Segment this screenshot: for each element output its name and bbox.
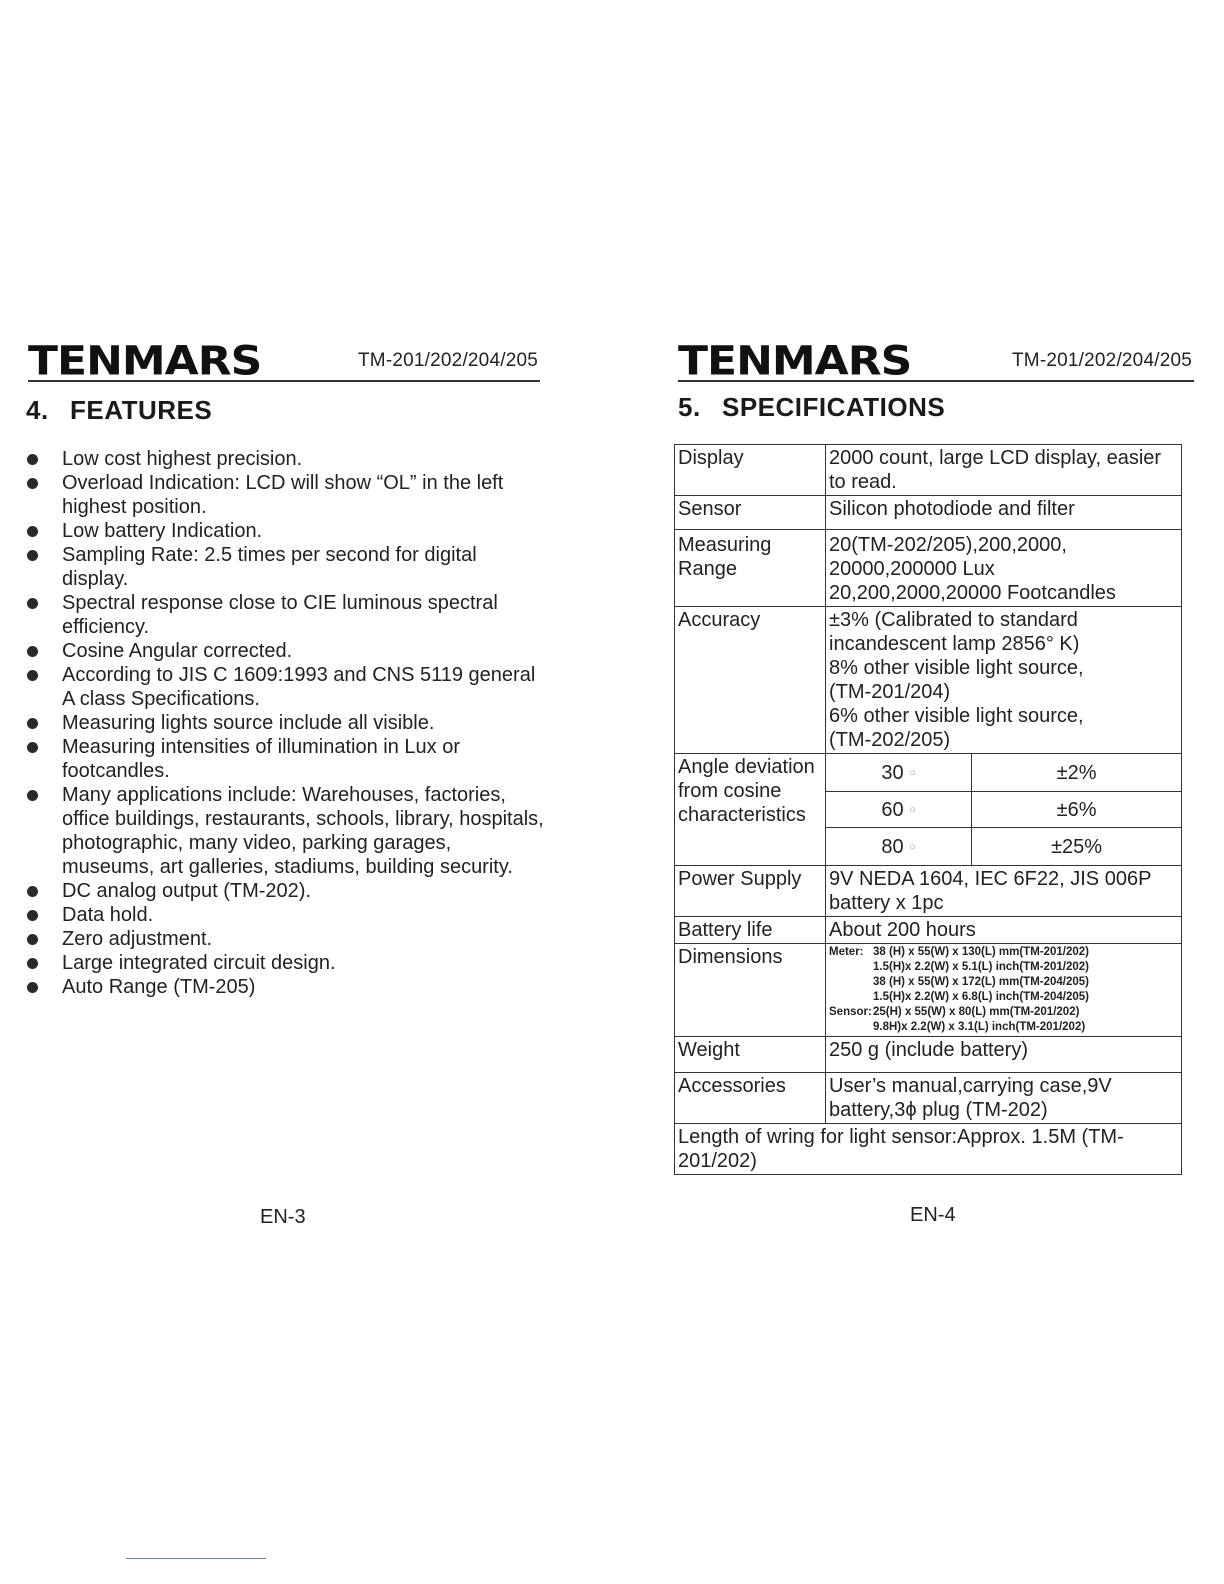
bullet-icon	[27, 886, 38, 897]
angle-value: 30	[881, 761, 904, 784]
feature-text: Many applications include: Warehouses, factories, office buildings, restaurants, schools, library, hospitals, photographic, many video, parking garages, museums, art galleries, stadiums, building security.	[62, 784, 544, 878]
feature-item	[26, 903, 546, 927]
feature-text: Auto Range (TM-205)	[62, 976, 256, 998]
feature-item	[26, 471, 546, 519]
feature-text: Zero adjustment.	[62, 928, 213, 950]
dim-line: 1.5(H)x 2.2(W) x 6.8(L) inch(TM-204/205)	[873, 991, 1089, 1003]
bullet-icon	[27, 718, 38, 729]
spec-value	[826, 530, 1182, 607]
brand-logo: TENMARS	[28, 337, 262, 385]
spec-row-sensor	[675, 496, 1182, 530]
feature-text: According to JIS C 1609:1993 and CNS 5119 general A class Specifications.	[62, 664, 536, 710]
dim-line: 1.5(H)x 2.2(W) x 5.1(L) inch(TM-201/202)	[873, 961, 1089, 973]
degree-icon: ○	[909, 803, 916, 816]
spec-value-line: 8% other visible light source,	[829, 657, 1084, 679]
spec-value-line: 20(TM-202/205),200,2000,	[829, 534, 1067, 556]
spec-label: Display	[675, 445, 826, 496]
feature-item	[26, 879, 546, 903]
dim-prefix: Meter:	[829, 946, 864, 958]
spec-value	[826, 607, 1182, 754]
feature-text: Spectral response close to CIE luminous spectral efficiency.	[62, 592, 498, 638]
page-header	[678, 336, 1194, 385]
deviation-cell: ±6%	[972, 792, 1182, 828]
spec-value	[826, 944, 1182, 1037]
feature-item	[26, 951, 546, 975]
section-number: 4.	[26, 395, 49, 425]
feature-item	[26, 591, 546, 639]
spec-label: Dimensions	[675, 944, 826, 1037]
spec-row-wiring	[675, 1124, 1182, 1175]
brand-logo: TENMARS	[678, 337, 912, 385]
bullet-icon	[27, 478, 38, 489]
page-number: EN-4	[910, 1204, 956, 1226]
spec-value: 250 g (include battery)	[826, 1037, 1182, 1073]
feature-text: Cosine Angular corrected.	[62, 640, 293, 662]
dim-line: 38 (H) x 55(W) x 172(L) mm(TM-204/205)	[873, 976, 1090, 988]
spec-value-line: 6% other visible light source,	[829, 705, 1084, 727]
feature-item	[26, 735, 546, 783]
dim-line: 9.8H)x 2.2(W) x 3.1(L) inch(TM-201/202)	[873, 1021, 1086, 1033]
bullet-icon	[27, 646, 38, 657]
dim-line: 25(H) x 55(W) x 80(L) mm(TM-201/202)	[873, 1006, 1080, 1018]
feature-item	[26, 711, 546, 735]
angle-cell	[826, 828, 972, 866]
bullet-icon	[27, 982, 38, 993]
spec-label: Measuring Range	[675, 530, 826, 607]
section-title	[26, 395, 212, 426]
spec-row-angle	[675, 754, 1182, 792]
spec-value-line: (TM-202/205)	[829, 729, 951, 751]
specifications-table	[674, 444, 1182, 1175]
spec-value: Silicon photodiode and filter	[826, 496, 1182, 530]
angle-cell	[826, 792, 972, 828]
feature-item	[26, 543, 546, 591]
spec-value-line: 20,200,2000,20000 Footcandles	[829, 582, 1116, 604]
feature-item	[26, 639, 546, 663]
bullet-icon	[27, 670, 38, 681]
feature-item	[26, 783, 546, 879]
angle-value: 80	[881, 835, 904, 858]
angle-cell	[826, 754, 972, 792]
page-right	[612, 0, 1224, 1584]
bullet-icon	[27, 742, 38, 753]
spec-row-display	[675, 445, 1182, 496]
spec-label: Accuracy	[675, 607, 826, 754]
spec-label: Power Supply	[675, 866, 826, 917]
deviation-cell: ±2%	[972, 754, 1182, 792]
spec-label: Angle deviation from cosine characteristics	[675, 754, 826, 866]
spec-value: Length of wring for light sensor:Approx. 1.5M (TM-201/202)	[675, 1124, 1182, 1175]
spec-row-accuracy	[675, 607, 1182, 754]
bullet-icon	[27, 958, 38, 969]
feature-text: Low cost highest precision.	[62, 448, 303, 470]
angle-value: 60	[881, 798, 904, 821]
feature-item	[26, 927, 546, 951]
feature-text: Large integrated circuit design.	[62, 952, 336, 974]
degree-icon: ○	[909, 840, 916, 853]
spec-label: Accessories	[675, 1073, 826, 1124]
spec-row-battery	[675, 917, 1182, 944]
feature-item	[26, 975, 546, 999]
section-title	[678, 392, 945, 423]
feature-text: Low battery Indication.	[62, 520, 263, 542]
spec-value-line: incandescent lamp 2856° K)	[829, 633, 1080, 655]
bullet-icon	[27, 526, 38, 537]
spec-row-dimensions	[675, 944, 1182, 1037]
spec-value: 9V NEDA 1604, IEC 6F22, JIS 006P battery x 1pc	[826, 866, 1182, 917]
spec-value: About 200 hours	[826, 917, 1182, 944]
bullet-icon	[27, 790, 38, 801]
bullet-icon	[27, 598, 38, 609]
spec-row-range	[675, 530, 1182, 607]
feature-text: Measuring intensities of illumination in Lux or footcandles.	[62, 736, 460, 782]
feature-item	[26, 519, 546, 543]
feature-item	[26, 447, 546, 471]
spec-row-weight	[675, 1037, 1182, 1073]
page-number: EN-3	[260, 1206, 306, 1228]
section-number: 5.	[678, 392, 701, 422]
model-number: TM-201/202/204/205	[358, 350, 538, 371]
spec-label: Battery life	[675, 917, 826, 944]
feature-text: DC analog output (TM-202).	[62, 880, 312, 902]
bullet-icon	[27, 550, 38, 561]
bullet-icon	[27, 910, 38, 921]
spec-value: 2000 count, large LCD display, easier to read.	[826, 445, 1182, 496]
spec-value-line: ±3% (Calibrated to standard	[829, 609, 1078, 631]
section-title-text: SPECIFICATIONS	[722, 392, 946, 422]
spec-value-line: 20000,200000 Lux	[829, 558, 995, 580]
feature-item	[26, 663, 546, 711]
feature-text: Sampling Rate: 2.5 times per second for digital display.	[62, 544, 477, 590]
spec-value: User’s manual,carrying case,9V battery,3ϕ plug (TM-202)	[826, 1073, 1182, 1124]
spec-row-accessories	[675, 1073, 1182, 1124]
bullet-icon	[27, 934, 38, 945]
dim-prefix: Sensor:	[829, 1006, 872, 1018]
spec-label: Weight	[675, 1037, 826, 1073]
scan-artifact-line	[126, 1558, 266, 1559]
spec-row-power	[675, 866, 1182, 917]
spec-value-line: (TM-201/204)	[829, 681, 951, 703]
page-header	[28, 336, 540, 385]
dim-line: 38 (H) x 55(W) x 130(L) mm(TM-201/202)	[873, 946, 1090, 958]
spec-label: Sensor	[675, 496, 826, 530]
deviation-cell: ±25%	[972, 828, 1182, 866]
bullet-icon	[27, 454, 38, 465]
features-list	[26, 447, 546, 999]
section-title-text: FEATURES	[70, 395, 213, 425]
model-number: TM-201/202/204/205	[1012, 350, 1192, 371]
feature-text: Overload Indication: LCD will show “OL” in the left highest position.	[62, 472, 504, 518]
feature-text: Measuring lights source include all visible.	[62, 712, 435, 734]
feature-text: Data hold.	[62, 904, 154, 926]
degree-icon: ○	[909, 766, 916, 779]
